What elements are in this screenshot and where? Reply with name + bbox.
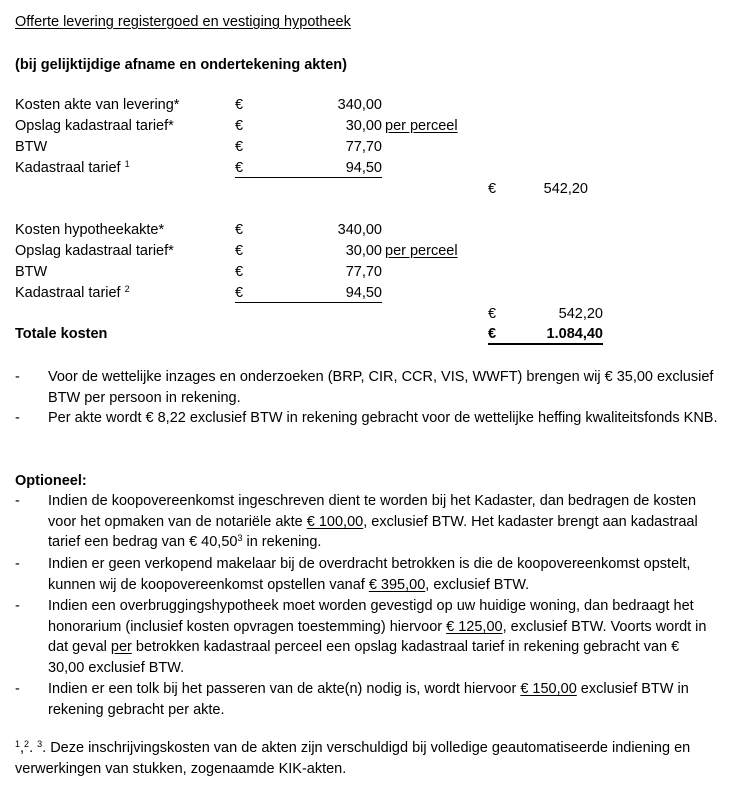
currency-symbol: € <box>235 118 244 134</box>
price-highlight: € 125,00 <box>446 618 503 635</box>
currency-symbol: € <box>235 285 244 301</box>
cost-row <box>15 283 735 304</box>
cost-amount: 94,50 <box>345 285 382 301</box>
dash-bullet: - <box>15 681 20 697</box>
cost-label: BTW <box>15 139 48 155</box>
total-amount-cell <box>488 324 608 345</box>
cost-label: Opslag kadastraal tarief* <box>15 118 174 134</box>
dash-bullet: - <box>15 556 20 572</box>
cost-amount: 340,00 <box>337 97 382 113</box>
document-subtitle: (bij gelijktijdige afname en ondertekening akten) <box>15 57 347 73</box>
footnote-mark: 2 <box>24 739 30 749</box>
text-fragment: , <box>20 740 25 756</box>
sum-underline <box>235 177 382 178</box>
text-fragment: Indien de koopovereenkomst ingeschreven dient te worden bij het Kadaster, dan bedragen de kosten voor het opmaken van de notariële akte <box>48 493 697 530</box>
currency-symbol: € <box>488 306 497 322</box>
cost-label-text: Kadastraal tarief <box>15 160 125 176</box>
total-label: Totale kosten <box>15 326 108 342</box>
price-highlight: € 100,00 <box>306 513 364 530</box>
cost-amount: 77,70 <box>345 264 382 280</box>
document-title: Offerte levering registergoed en vestiging hypotheek <box>15 14 351 30</box>
total-amount: 1.084,40 <box>546 326 603 342</box>
text-fragment: Indien er een tolk bij het passeren van de akte(n) nodig is, wordt hiervoor <box>48 681 521 697</box>
cost-label: Kosten akte van levering* <box>15 97 180 113</box>
footnote-mark: 3 <box>237 533 243 543</box>
optional-text <box>48 491 718 553</box>
price-highlight: € 150,00 <box>520 681 577 697</box>
footnote-mark: 3 <box>37 739 43 749</box>
currency-symbol: € <box>235 139 244 155</box>
currency-symbol: € <box>235 243 244 259</box>
total-underline <box>488 343 603 345</box>
dash-bullet: - <box>15 369 20 385</box>
emphasis-per: per <box>110 639 132 655</box>
cost-label-text: Kadastraal tarief <box>15 285 125 301</box>
cost-row <box>15 95 735 116</box>
footnote-mark: 1 <box>124 159 130 169</box>
subtotal-amount: 542,20 <box>558 306 603 322</box>
levering-subtotal <box>488 179 608 200</box>
optional-heading: Optioneel: <box>15 473 87 489</box>
price-highlight: € 395,00 <box>368 576 426 593</box>
footnote-mark: 1 <box>15 739 21 749</box>
text-fragment: Indien er geen verkopend makelaar bij de overdracht betrokken is die de koopovereenkomst opstelt, kunnen wij de koopovereenkomst opstellen vanaf <box>48 556 691 593</box>
cost-label: Opslag kadastraal tarief* <box>15 243 174 259</box>
cost-label <box>15 283 130 304</box>
currency-symbol: € <box>235 222 244 238</box>
note-text: Per akte wordt € 8,22 exclusief BTW in rekening gebracht voor de wettelijke heffing kwaliteitsfonds KNB. <box>48 410 718 426</box>
text-fragment: betrokken kadastraal perceel een opslag kadastraal tarief in rekening gebracht van € 30,00 exclusief BTW. <box>48 639 680 676</box>
text-fragment: in rekening. <box>242 534 322 550</box>
text-fragment: exclusief BTW in rekening gebracht per akte. <box>48 681 689 718</box>
text-fragment: . <box>29 740 38 756</box>
text-fragment: Indien een overbruggingshypotheek moet worden gevestigd op uw huidige woning, dan bedraagt het honorarium (inclusief kosten opvragen toestemming) hiervoor <box>48 598 694 635</box>
text-fragment: , exclusief BTW. Het kadaster brengt aan kadastraal tarief een bedrag van € 40,50 <box>48 513 698 550</box>
text-fragment: , exclusief BTW. Voorts wordt in dat geval <box>48 618 707 655</box>
cost-amount: 94,50 <box>345 160 382 176</box>
currency-symbol: € <box>488 181 497 197</box>
cost-amount: 30,00 <box>345 243 382 259</box>
dash-bullet: - <box>15 493 20 509</box>
hypotheek-subtotal <box>488 304 608 325</box>
cost-row <box>15 116 735 137</box>
cost-row <box>15 262 735 283</box>
footnote-mark: 2 <box>124 284 130 294</box>
cost-unit: per perceel <box>385 118 458 134</box>
sum-underline <box>235 302 382 303</box>
currency-symbol: € <box>235 97 244 113</box>
optional-text <box>48 554 718 595</box>
note-text: Voor de wettelijke inzages en onderzoeken (BRP, CIR, CCR, VIS, WWFT) brengen wij € 35,00 exclusief BTW per persoon in rekening. <box>48 369 714 406</box>
cost-row <box>15 137 735 158</box>
cost-row <box>15 220 735 241</box>
cost-row <box>15 241 735 262</box>
dash-bullet: - <box>15 598 20 614</box>
optional-text <box>48 596 718 678</box>
cost-amount: 30,00 <box>345 118 382 134</box>
cost-label <box>15 158 130 179</box>
cost-amount: 340,00 <box>337 222 382 238</box>
text-fragment: . Deze inschrijvingskosten van de akten zijn verschuldigd bij volledige geautomatiseerde indiening en verwerkingen van stukken, zogenaamde KIK-akten. <box>15 740 691 777</box>
dash-bullet: - <box>15 410 20 426</box>
footnote-text <box>15 738 715 779</box>
cost-unit: per perceel <box>385 243 458 259</box>
cost-label: BTW <box>15 264 48 280</box>
currency-symbol: € <box>235 264 244 280</box>
currency-symbol: € <box>488 326 497 342</box>
text-fragment: , exclusief BTW. <box>425 576 530 593</box>
subtotal-amount: 542,20 <box>543 181 588 197</box>
cost-label: Kosten hypotheekakte* <box>15 222 165 238</box>
cost-row <box>15 158 735 179</box>
cost-amount: 77,70 <box>345 139 382 155</box>
currency-symbol: € <box>235 160 244 176</box>
optional-text <box>48 679 718 720</box>
